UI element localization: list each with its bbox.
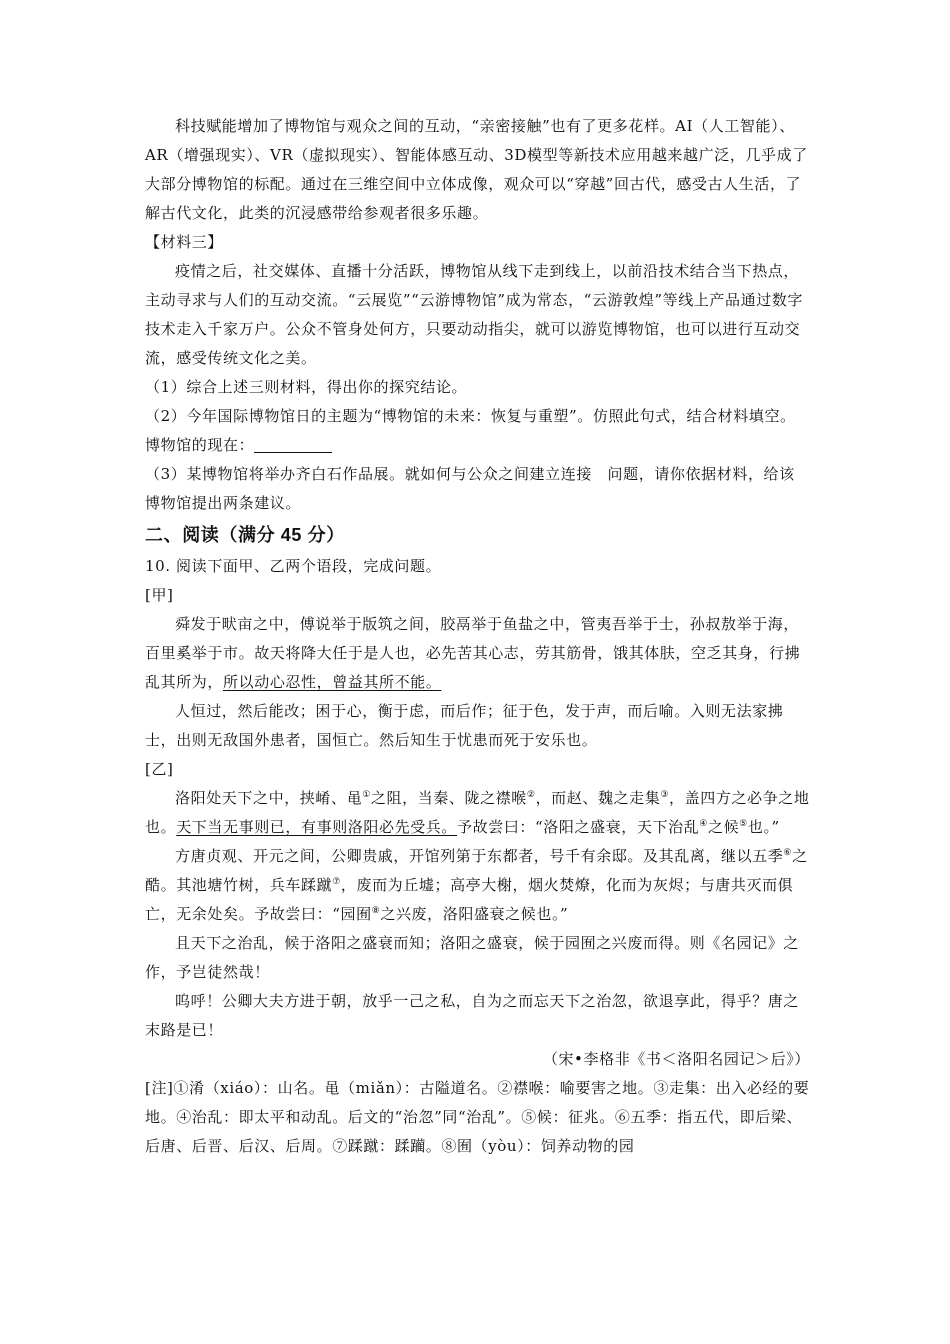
question-2-fill (145, 431, 810, 460)
question-2: （2）今年国际博物馆日的主题为“博物馆的未来：恢复与重塑”。仿照此句式，结合材料填空。 (145, 407, 796, 425)
note-mark: ⑥ (783, 848, 793, 858)
note-mark: ⑦ (332, 877, 341, 887)
note-mark: ④ (699, 819, 708, 829)
jia-text: 舜发于畎亩之中，傅说举于版筑之间，胶鬲举于鱼盐之中，管夷吾举于士，孙叔敖举于海，百里奚举于市。故天将降大任于是人也，必先苦其心志，劳其筋骨，饿其体肤，空乏其身，行拂乱其所为， (145, 615, 801, 691)
yi-text: ，废而为丘墟；高亭大榭，烟火焚燎，化而为灰烬；与唐共灭而俱亡，无余处矣。予故尝曰：“园囿 (145, 876, 794, 923)
yi-text: ，而赵、魏之走集 (535, 789, 661, 807)
yi-text: 方唐贞观、开元之间，公卿贵戚，开馆列第于东都者，号千有余邸。及其乱离，继以五季 (175, 847, 784, 865)
passage-yi-paragraph-2 (145, 842, 810, 929)
source-citation: （宋•李格非《书＜洛阳名园记＞后》） (542, 1050, 810, 1068)
yi-text: 也。” (747, 818, 780, 836)
yi-text: 之酷。其池塘竹树，兵车蹂蹴 (145, 847, 808, 894)
question-10: 10. 阅读下面甲、乙两个语段，完成问题。 (145, 557, 442, 575)
section-title: 二、阅读（满分 45 分） (145, 525, 345, 545)
document-page (145, 112, 810, 1161)
yi-text: 予故尝曰：“洛阳之盛衰，天下治乱 (457, 818, 700, 836)
yi-text: 之阻，当秦、陇之襟喉 (370, 789, 527, 807)
note-mark: ⑤ (739, 819, 748, 829)
yi-text: 之候 (707, 818, 740, 836)
answer-blank[interactable] (254, 436, 332, 453)
passage-yi-paragraph-4: 呜呼！公卿大夫方进于朝，放乎一己之私，自为之而忘天下之治忽，欲退享此，得乎？唐之末路是已！ (145, 992, 800, 1039)
note-mark: ③ (660, 790, 670, 800)
passage-yi-paragraph-3: 且天下之治乱，候于洛阳之盛衰而知；洛阳之盛衰，候于园囿之兴废而得。则《名园记》之作，予岂徒然哉！ (145, 934, 800, 981)
yi-underlined-sentence: 天下当无事则已，有事则洛阳必先受兵。 (176, 818, 458, 836)
yi-text: 洛阳处天下之中，挟崤、黾 (175, 789, 363, 807)
passage-yi-label: [乙] (145, 760, 174, 778)
material3-label: 【材料三】 (145, 233, 224, 251)
fill-prompt: 博物馆的现在： (145, 436, 255, 454)
note-mark: ① (362, 790, 371, 800)
passage-jia-paragraph-1 (145, 610, 810, 697)
annotations: [注]①淆（xiáo）：山名。黾（miǎn）：古隘道名。②襟喉：喻要害之地。③走集：出入必经的要地。④治乱：即太平和动乱。后文的“治忽”同“治乱”。⑤候：征兆。⑥五季：指五代，即后梁、后唐、后晋、后汉、后周。⑦蹂蹴：蹂躏。⑧囿（yòu）：饲养动物的园 (145, 1079, 810, 1155)
passage-jia-label: [甲] (145, 586, 174, 604)
note-mark: ② (526, 790, 536, 800)
yi-text: ，盖四方之必争之地也。 (145, 789, 810, 836)
jia-underlined-sentence: 所以动心忍性，曾益其所不能。 (223, 673, 442, 691)
question-1: （1）综合上述三则材料，得出你的探究结论。 (145, 378, 468, 396)
passage-jia-paragraph-2: 人恒过，然后能改；困于心，衡于虑，而后作；征于色，发于声，而后喻。入则无法家拂士，出则无敌国外患者，国恒亡。然后知生于忧患而死于安乐也。 (145, 702, 784, 749)
note-mark: ⑧ (371, 906, 381, 916)
material2-paragraph: 科技赋能增加了博物馆与观众之间的互动，“亲密接触”也有了更多花样。AI（人工智能）、AR（增强现实）、VR（虚拟现实）、智能体感互动、3D模型等新技术应用越来越广泛，几乎成了大部分博物馆的标配。通过在三维空间中立体成像，观众可以“穿越”回古代，感受古人生活，了解古代文化，此类的沉浸感带给参观者很多乐趣。 (145, 117, 808, 222)
question-3: （3）某博物馆将举办齐白石作品展。就如何与公众之间建立连接 问题，请你依据材料，给该博物馆提出两条建议。 (145, 465, 795, 512)
passage-yi-paragraph-1 (145, 784, 810, 842)
yi-text: 之兴废，洛阳盛衰之候也。” (380, 905, 569, 923)
material3-paragraph: 疫情之后，社交媒体、直播十分活跃，博物馆从线下走到线上，以前沿技术结合当下热点，主动寻求与人们的互动交流。“云展览”“云游博物馆”成为常态，“云游敦煌”等线上产品通过数字技术走入千家万户。公众不管身处何方，只要动动指尖，就可以游览博物馆，也可以进行互动交流，感受传统文化之美。 (145, 262, 804, 367)
